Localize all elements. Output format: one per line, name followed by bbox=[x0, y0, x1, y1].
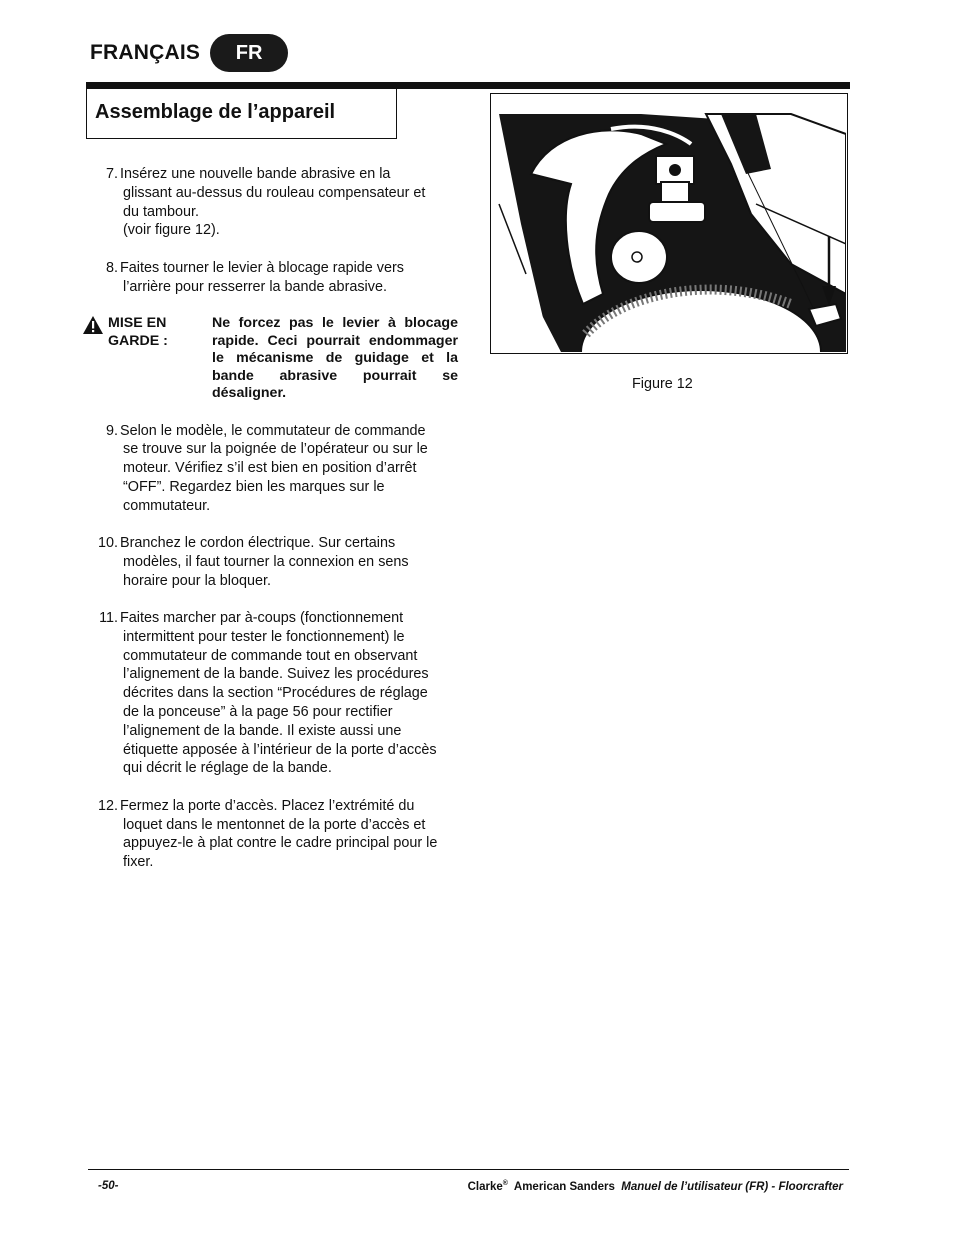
list-item bbox=[90, 165, 458, 240]
step-text-line: étiquette apposée à l’intérieur de la porte d’accès bbox=[123, 741, 437, 758]
section-title-box bbox=[86, 89, 397, 139]
warning-text: Ne forcez pas le levier à blocage rapide. Ceci pourrait endommager le mécanisme de guidage et la bande abrasive pourrait se désaligner. bbox=[212, 314, 458, 402]
language-badge: FR bbox=[210, 34, 288, 72]
step-text-line: de la ponceuse” à la page 56 pour rectifier bbox=[123, 704, 393, 721]
step-text-line: l’alignement de la bande. Il existe aussi une bbox=[123, 722, 402, 739]
step-number: 11. bbox=[99, 610, 118, 627]
step-text-line: modèles, il faut tourner la connexion en sens bbox=[123, 553, 409, 570]
list-item bbox=[90, 534, 458, 590]
footer-company: American Sanders bbox=[513, 1180, 615, 1193]
step-number: 8. bbox=[105, 259, 118, 276]
step-text bbox=[120, 422, 458, 516]
step-text bbox=[120, 534, 458, 590]
warning-label: MISE EN GARDE : bbox=[108, 314, 168, 349]
step-text-line: moteur. Vérifiez s’il est bien en position d’arrêt bbox=[123, 460, 417, 477]
warning-triangle-icon bbox=[82, 315, 106, 403]
step-text-line: “OFF”. Regardez bien les marques sur le bbox=[123, 478, 385, 495]
step-text-line: commutateur. bbox=[123, 497, 211, 514]
page-number: -50- bbox=[98, 1180, 119, 1192]
step-text bbox=[120, 259, 458, 297]
step-text-line: Insérez une nouvelle bande abrasive en la bbox=[120, 166, 391, 182]
step-text-line: Faites tourner le levier à blocage rapide vers bbox=[120, 259, 404, 276]
step-text bbox=[120, 797, 458, 872]
language-label: FRANÇAIS bbox=[90, 41, 201, 64]
footer-text bbox=[468, 1180, 843, 1193]
step-number: 9. bbox=[105, 422, 118, 439]
figure-caption: Figure 12 bbox=[632, 376, 693, 392]
step-text-line: se trouve sur la poignée de l’opérateur ou sur le bbox=[123, 441, 428, 458]
step-text-line: l’alignement de la bande. Suivez les procédures bbox=[123, 666, 429, 683]
footer-manual-title: Manuel de l’utilisateur (FR) - Floorcrafter bbox=[621, 1180, 843, 1193]
footer-rule bbox=[88, 1169, 849, 1170]
instructions-column bbox=[90, 165, 458, 891]
step-text-line: appuyez-le à plat contre le cadre principal pour le bbox=[123, 835, 438, 852]
step-text-line: qui décrit le réglage de la bande. bbox=[123, 760, 332, 777]
step-text-line: Fermez la porte d’accès. Placez l’extrémité du bbox=[120, 797, 415, 814]
language-header bbox=[90, 34, 288, 72]
step-text-line: décrites dans la section “Procédures de réglage bbox=[123, 685, 428, 702]
step-number: 7. bbox=[105, 166, 118, 182]
warning-block bbox=[82, 315, 458, 403]
header-rule bbox=[86, 82, 850, 89]
step-text-line: intermittent pour tester le fonctionnement) le bbox=[123, 628, 405, 645]
step-text-line: glissant au-dessus du rouleau compensateur et bbox=[123, 184, 426, 201]
step-text-line: l’arrière pour resserrer la bande abrasive. bbox=[123, 278, 387, 295]
registered-mark: ® bbox=[502, 1180, 508, 1187]
section-title: Assemblage de l’appareil bbox=[95, 101, 336, 123]
step-text-line: horaire pour la bloquer. bbox=[123, 572, 272, 589]
step-number: 12. bbox=[97, 797, 118, 814]
list-item bbox=[90, 422, 458, 516]
step-text-line: loquet dans le mentonnet de la porte d’accès et bbox=[123, 816, 426, 833]
figure-12-illustration bbox=[490, 93, 848, 354]
step-text-line: Selon le modèle, le commutateur de commande bbox=[120, 422, 426, 439]
step-text-line: Branchez le cordon électrique. Sur certains bbox=[120, 535, 396, 552]
step-text-line: (voir figure 12). bbox=[123, 222, 220, 239]
step-text-line: fixer. bbox=[123, 854, 154, 871]
list-item bbox=[90, 609, 458, 778]
footer-brand: Clarke bbox=[467, 1180, 503, 1193]
step-text-line: du tambour. bbox=[123, 203, 200, 220]
step-text bbox=[120, 165, 458, 240]
step-text-line: Faites marcher par à-coups (fonctionnement bbox=[120, 610, 404, 627]
list-item bbox=[90, 259, 458, 297]
list-item bbox=[90, 797, 458, 872]
step-text bbox=[120, 609, 458, 778]
step-number: 10. bbox=[97, 535, 118, 552]
step-text-line: commutateur de commande tout en observant bbox=[123, 647, 418, 664]
